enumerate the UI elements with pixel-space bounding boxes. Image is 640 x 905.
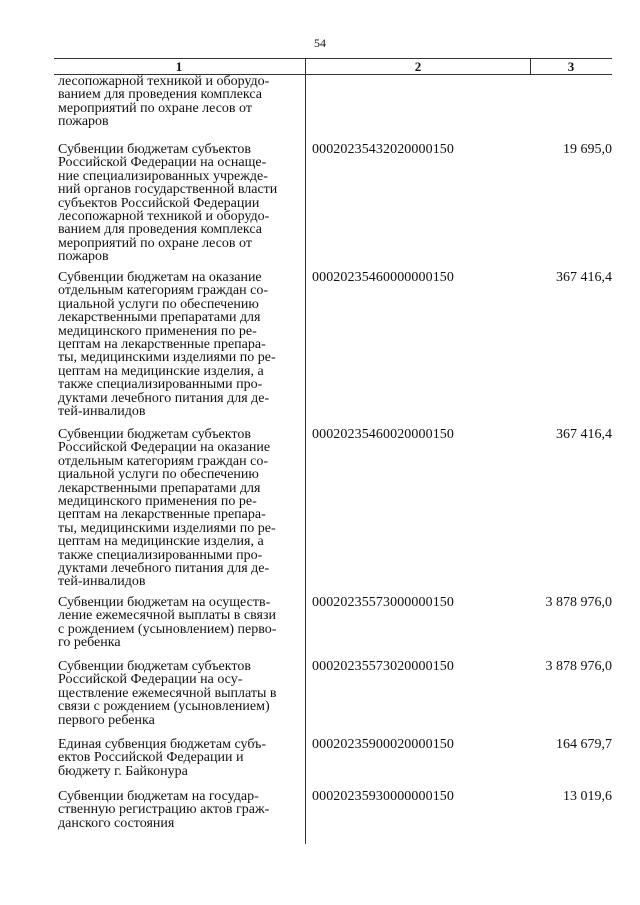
table-header [54, 58, 612, 75]
row-name: Субвенции бюджетам на государ- ственную регистрацию актов граж- данского состояния [58, 789, 270, 831]
row-name: Субвенции бюджетам субъектов Российской Федерации на оказание отдельным категориям граждан со- циальной услуги по обеспечению лекарственными препаратами для медицинского применения по ре- цептам на лекарственные препара- ты, медицинскими изделиями по ре- цептам на медицинские изделия, а также специализированными про- дуктами лечебного питания для де- тей-инвалидов [58, 427, 276, 590]
column-divider-1 [305, 58, 306, 844]
row-name: Субвенции бюджетам на осуществ- ление ежемесячной выплаты в связи с рождением (усыновлением) перво- го ребенка [58, 595, 277, 651]
budget-table [54, 58, 612, 831]
row-amount: 19 695,0 [563, 142, 612, 157]
header-col-1: 1 [175, 59, 183, 74]
row-name: Единая субвенция бюджетам субъ- ектов Российской Федерации и бюджету г. Байконура [58, 737, 267, 779]
header-col-2: 2 [414, 59, 422, 74]
row-amount: 13 019,6 [563, 789, 612, 804]
row-amount: 367 416,4 [556, 427, 612, 442]
row-name: Субвенции бюджетам субъектов Российской Федерации на оснаще- ние специализированных учрежде- ний органов государственной власти субъектов Российской Федерации лесопожарной техникой и оборудо- ванием для проведения комплекса мероприятий по охране лесов от пожаров [58, 142, 278, 265]
header-col-3: 3 [567, 59, 575, 74]
row-name: Субвенции бюджетам субъектов Российской Федерации на осу- ществление ежемесячной выплаты в связи с рождением (усыновлением) первого ребенка [58, 659, 277, 728]
row-code: 00020235573000000150 [312, 595, 454, 610]
row-amount: 367 416,4 [556, 270, 612, 285]
row-amount: 164 679,7 [556, 737, 612, 752]
column-divider-2 [530, 58, 531, 74]
row-amount: 3 878 976,0 [545, 659, 612, 674]
row-code: 00020235460020000150 [312, 427, 454, 442]
row-amount: 3 878 976,0 [545, 595, 612, 610]
row-code: 00020235900020000150 [312, 737, 454, 752]
row-code: 00020235432020000150 [312, 142, 454, 157]
row-code: 00020235930000000150 [312, 789, 454, 804]
row-code: 00020235573020000150 [312, 659, 454, 674]
row-code: 00020235460000000150 [312, 270, 454, 285]
row-name: лесопожарной техникой и оборудо- ванием для проведения комплекса мероприятий по охране лесов от пожаров [58, 74, 270, 130]
row-name: Субвенции бюджетам на оказание отдельным категориям граждан со- циальной услуги по обеспечению лекарственными препаратами для медицинского применения по ре- цептам на лекарственные препара- ты, медицинскими изделиями по ре- цептам на медицинские изделия, а также специализированными про- дуктами лечебного питания для де- тей-инвалидов [58, 270, 276, 420]
page-number: 54 [314, 36, 326, 50]
